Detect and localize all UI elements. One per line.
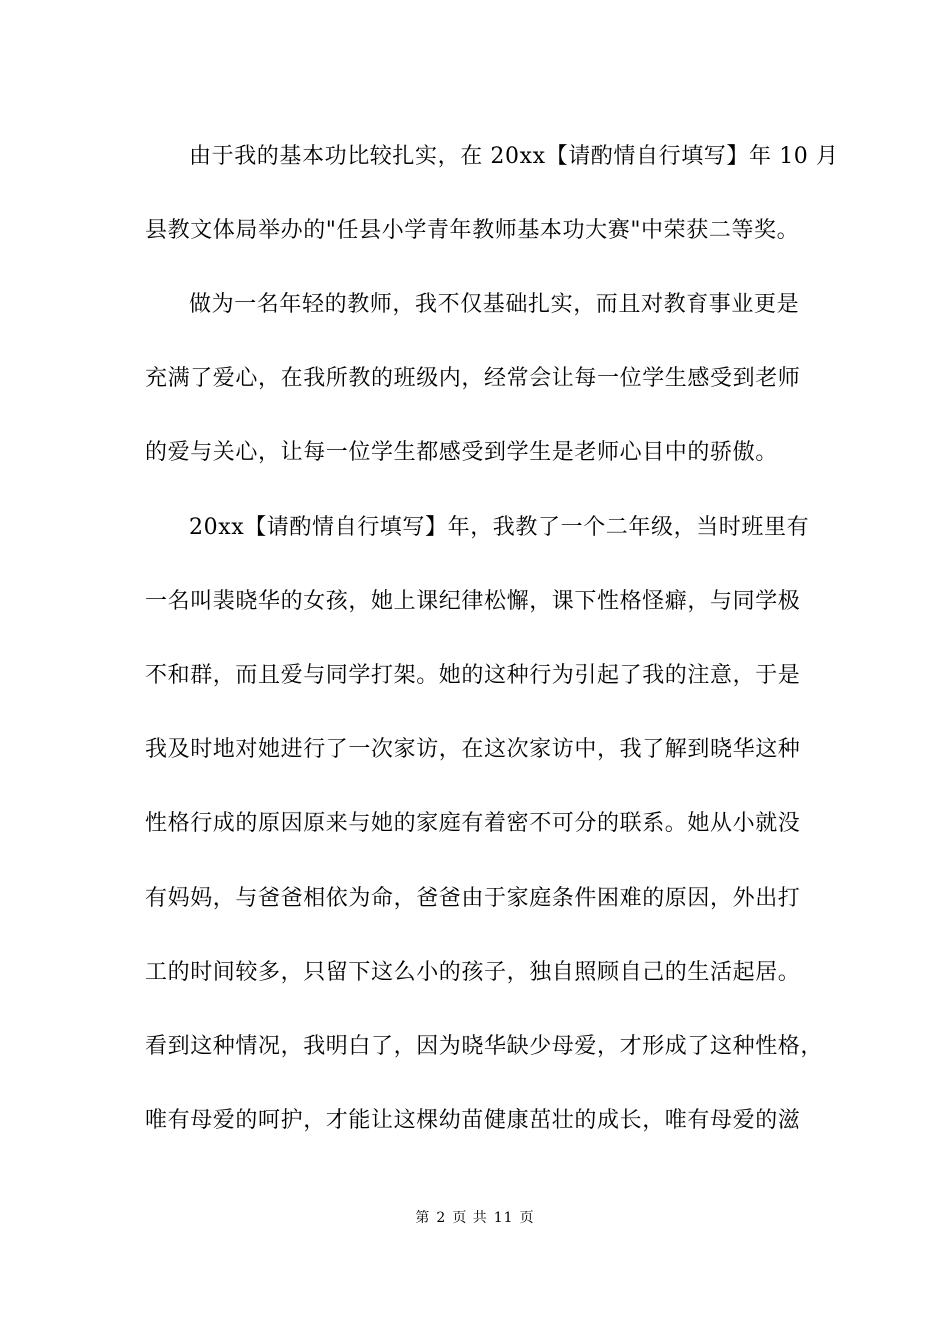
current-page-number: 2 bbox=[436, 1210, 447, 1226]
paragraph-line: 工的时间较多，只留下这么小的孩子，独自照顾自己的生活起居。 bbox=[145, 960, 801, 985]
paragraph-line: 不和群，而且爱与同学打架。她的这种行为引起了我的注意，于是 bbox=[145, 663, 801, 688]
paragraph-line: 看到这种情况，我明白了，因为晓华缺少母爱，才形成了这种性格， bbox=[145, 1034, 824, 1059]
paragraph-line: 性格行成的原因原来与她的家庭有着密不可分的联系。她从小就没 bbox=[145, 811, 801, 836]
paragraph-line: 由于我的基本功比较扎实，在 20xx【请酌情自行填写】年 10 月 bbox=[189, 144, 839, 169]
footer-prefix: 第 bbox=[415, 1210, 431, 1226]
total-page-count: 11 bbox=[493, 1210, 514, 1226]
paragraph-line: 20xx【请酌情自行填写】年，我教了一个二年级，当时班里有 bbox=[189, 515, 810, 540]
paragraph-line: 我及时地对她进行了一次家访，在这次家访中，我了解到晓华这种 bbox=[145, 737, 801, 762]
footer-middle: 页 共 bbox=[452, 1210, 488, 1226]
paragraph-line: 一名叫裴晓华的女孩，她上课纪律松懈，课下性格怪癖，与同学极 bbox=[145, 589, 801, 614]
paragraph-line: 的爱与关心，让每一位学生都感受到学生是老师心目中的骄傲。 bbox=[145, 440, 778, 465]
footer-suffix: 页 bbox=[519, 1210, 535, 1226]
page-footer bbox=[0, 1208, 950, 1228]
paragraph-line: 有妈妈，与爸爸相依为命，爸爸由于家庭条件困难的原因，外出打 bbox=[145, 886, 801, 911]
paragraph-line: 做为一名年轻的教师，我不仅基础扎实，而且对教育事业更是 bbox=[189, 292, 800, 317]
paragraph-line: 充满了爱心，在我所教的班级内，经常会让每一位学生感受到老师 bbox=[145, 366, 801, 391]
paragraph-line: 县教文体局举办的"任县小学青年教师基本功大赛"中荣获二等奖。 bbox=[145, 218, 800, 243]
paragraph-line: 唯有母爱的呵护，才能让这棵幼苗健康茁壮的成长，唯有母爱的滋 bbox=[145, 1108, 801, 1133]
